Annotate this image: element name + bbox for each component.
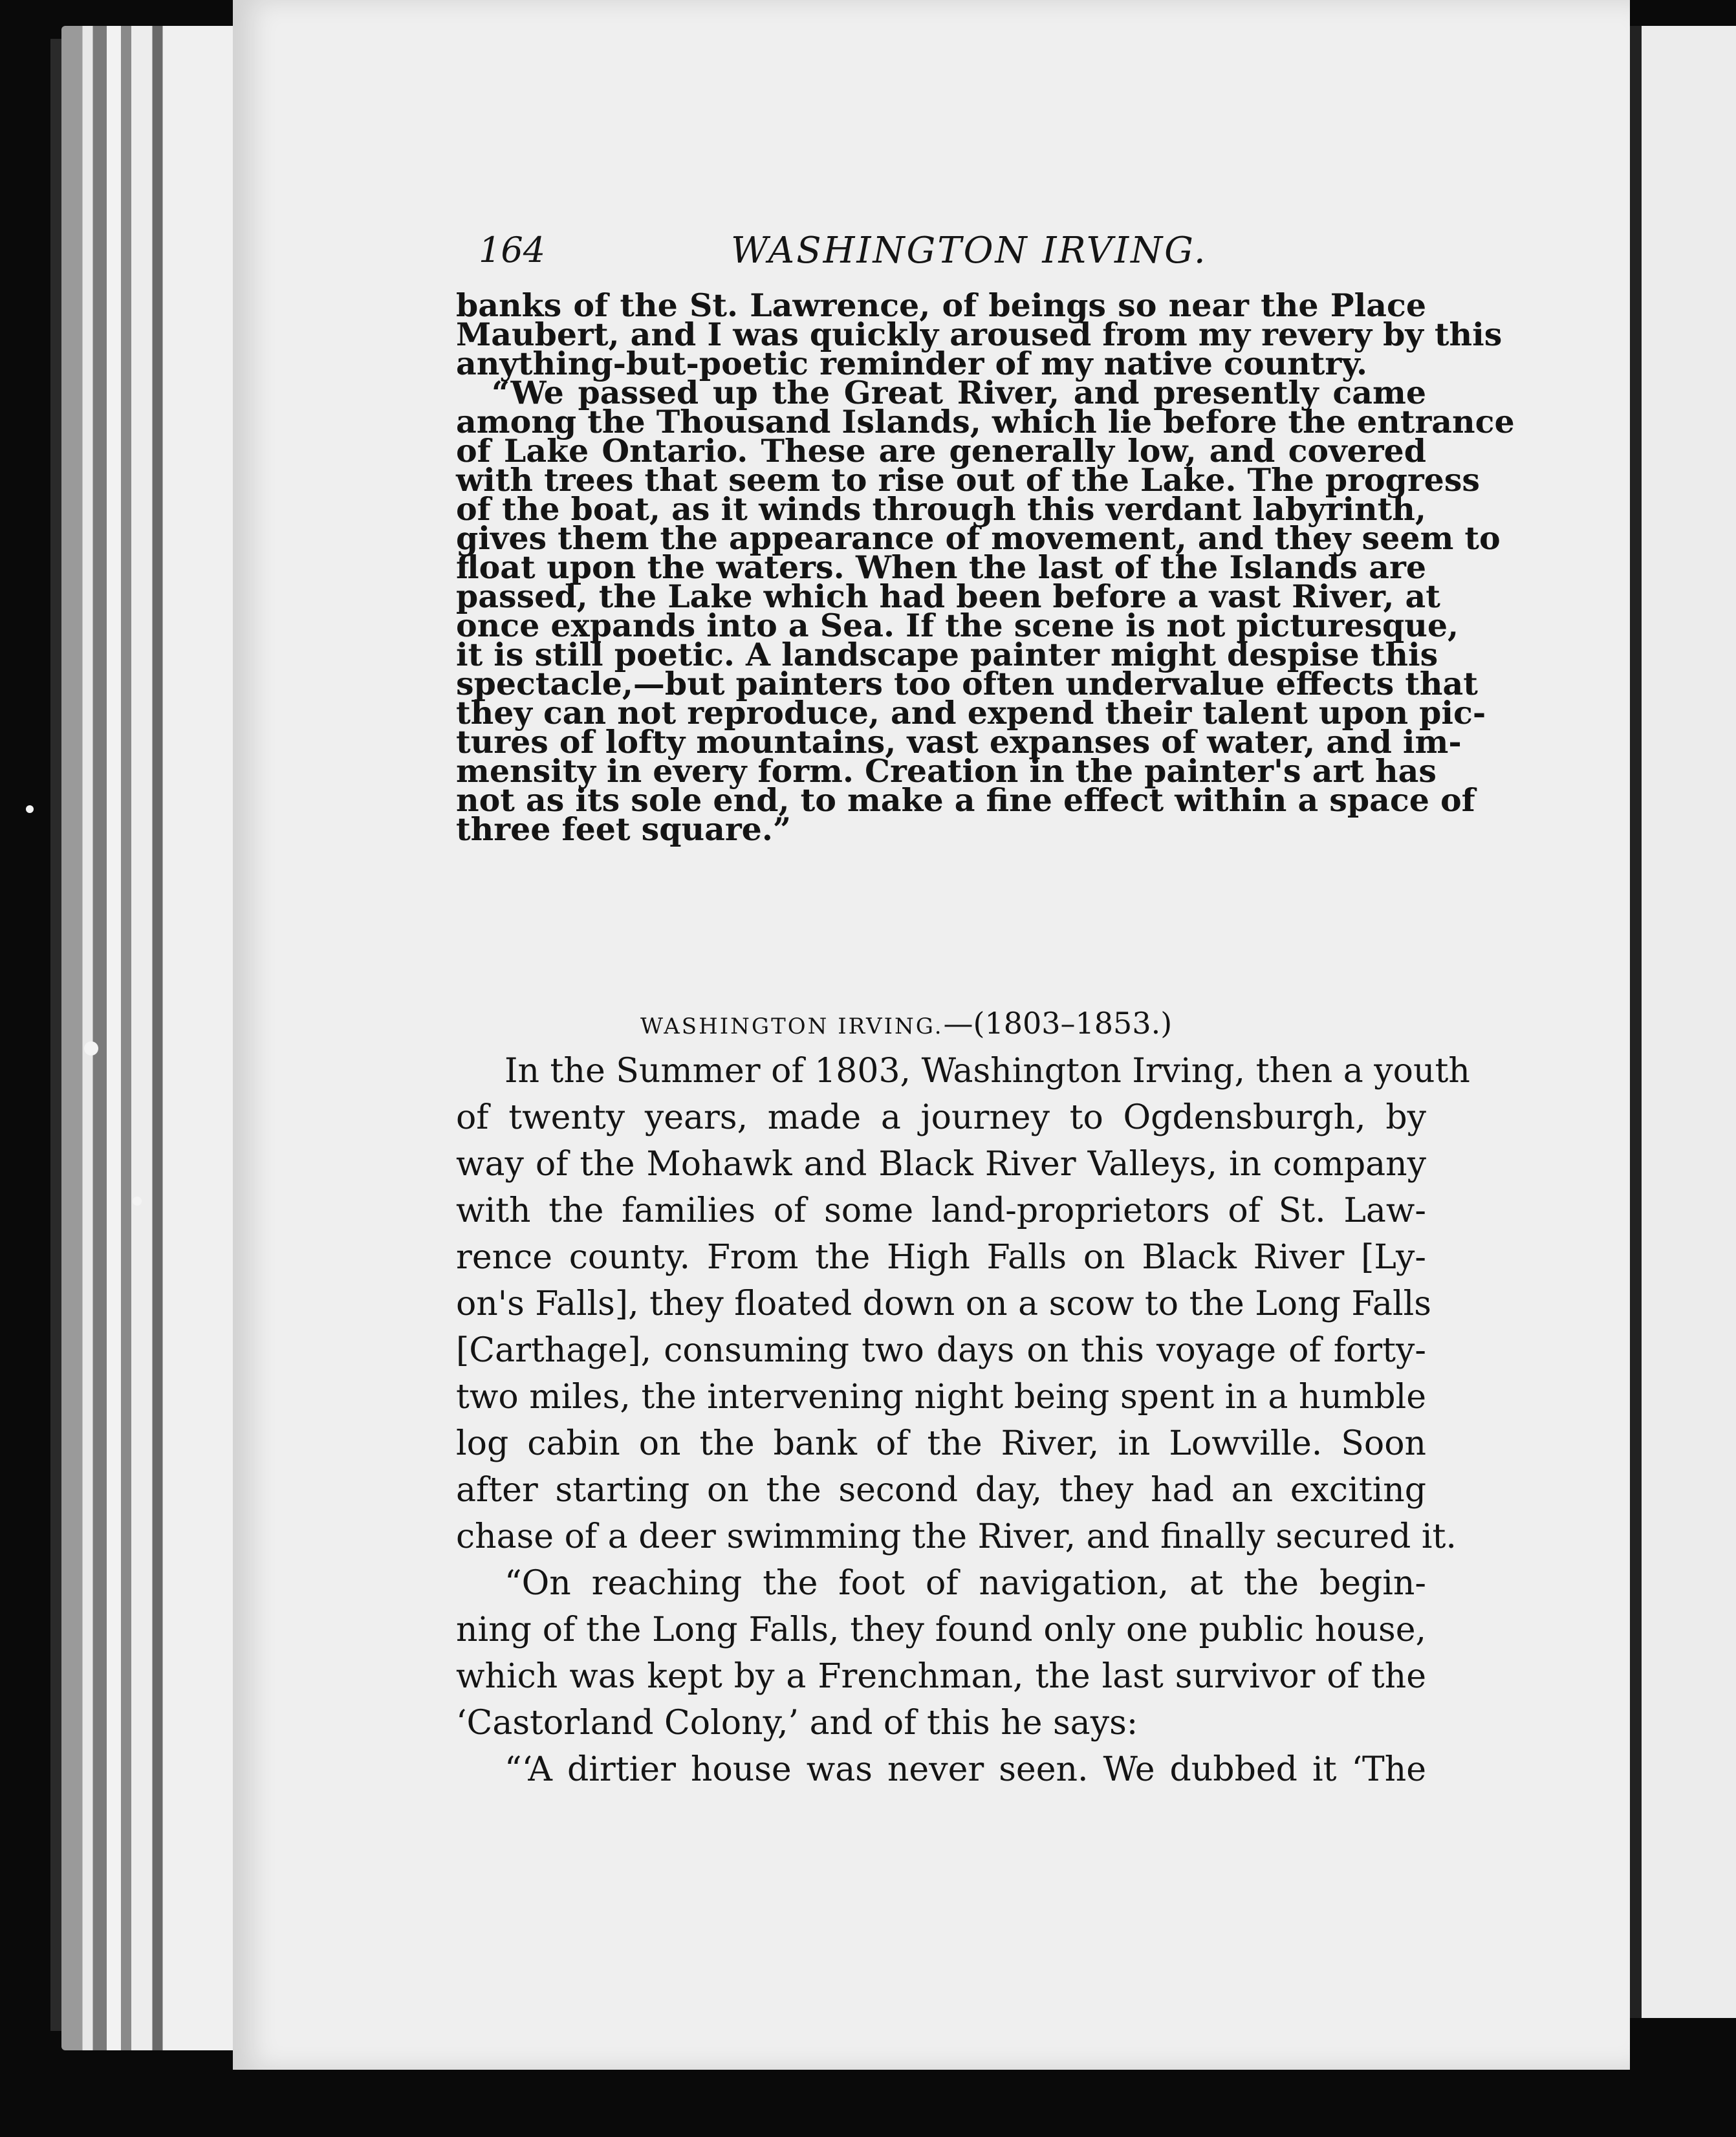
section-body: [456, 1048, 1470, 1793]
text-line: mensity in every form. Creation in the painter's art has: [456, 752, 1437, 790]
next-page-edge: [1630, 26, 1736, 2018]
text-line: after starting on the second day, they had an exciting: [456, 1471, 1426, 1510]
section-heading-name: WASHINGTON IRVING.: [640, 1014, 944, 1039]
film-speck: [84, 1041, 98, 1056]
page-number: 164: [479, 230, 546, 270]
text-line: it is still poetic. A landscape painter might despise this: [456, 636, 1438, 673]
text-line: “We passed up the Great River, and presently came: [492, 374, 1426, 411]
text-line: passed, the Lake which had been before a vast River, at: [456, 578, 1440, 615]
text-line: [Carthage], consuming two days on this voyage of forty-: [456, 1331, 1426, 1370]
text-line: of twenty years, made a journey to Ogdensburgh, by: [456, 1098, 1426, 1137]
text-line: with the families of some land-proprietors of St. Law-: [456, 1191, 1426, 1230]
text-line: among the Thousand Islands, which lie before the entrance: [456, 403, 1515, 440]
text-line: once expands into a Sea. If the scene is not picturesque,: [456, 607, 1459, 644]
text-line: not as its sole end, to make a fine effect within a space of: [456, 781, 1475, 819]
page-header: [479, 230, 1449, 281]
text-line: which was kept by a Frenchman, the last survivor of the: [456, 1657, 1426, 1696]
running-head: WASHINGTON IRVING.: [731, 230, 1208, 272]
text-line: Maubert, and I was quickly aroused from my revery by this: [456, 316, 1503, 353]
text-line: three feet square.”: [456, 810, 792, 848]
section-heading: [640, 1006, 1172, 1041]
section-heading-years: —(1803–1853.): [943, 1006, 1173, 1041]
text-line: rence county. From the High Falls on Black River [Ly-: [456, 1238, 1426, 1277]
text-line: In the Summer of 1803, Washington Irving, then a youth: [505, 1052, 1470, 1090]
text-line: with trees that seem to rise out of the Lake. The progress: [456, 461, 1481, 499]
text-line: “‘A dirtier house was never seen. We dubbed it ‘The: [505, 1750, 1426, 1789]
text-line: chase of a deer swimming the River, and finally secured it.: [456, 1517, 1457, 1556]
film-speck: [26, 805, 34, 813]
text-line: “On reaching the foot of navigation, at the begin-: [505, 1564, 1426, 1603]
film-speck: [133, 1197, 142, 1206]
text-line: spectacle,—but painters too often undervalue effects that: [456, 665, 1478, 702]
text-line: they can not reproduce, and expend their talent upon pic-: [456, 694, 1486, 732]
text-line: ning of the Long Falls, they found only one public house,: [456, 1611, 1426, 1649]
excerpt-paragraph: [456, 287, 1515, 848]
text-line: gives them the appearance of movement, and they seem to: [456, 519, 1501, 557]
text-line: of Lake Ontario. These are generally low, and covered: [456, 432, 1426, 470]
text-line: anything-but-poetic reminder of my native country.: [456, 345, 1368, 382]
text-line: two miles, the intervening night being spent in a humble: [456, 1378, 1426, 1416]
text-line: on's Falls], they floated down on a scow to the Long Falls: [456, 1285, 1431, 1323]
text-line: ‘Castorland Colony,’ and of this he says:: [456, 1704, 1138, 1742]
text-line: tures of lofty mountains, vast expanses of water, and im-: [456, 723, 1462, 761]
text-line: log cabin on the bank of the River, in Lowville. Soon: [456, 1424, 1426, 1463]
text-line: of the boat, as it winds through this verdant labyrinth,: [456, 490, 1426, 528]
text-line: way of the Mohawk and Black River Valleys, in company: [456, 1145, 1426, 1184]
text-line: float upon the waters. When the last of the Islands are: [456, 548, 1426, 586]
text-line: banks of the St. Lawrence, of beings so near the Place: [456, 287, 1426, 324]
page-edges: [61, 26, 236, 2050]
